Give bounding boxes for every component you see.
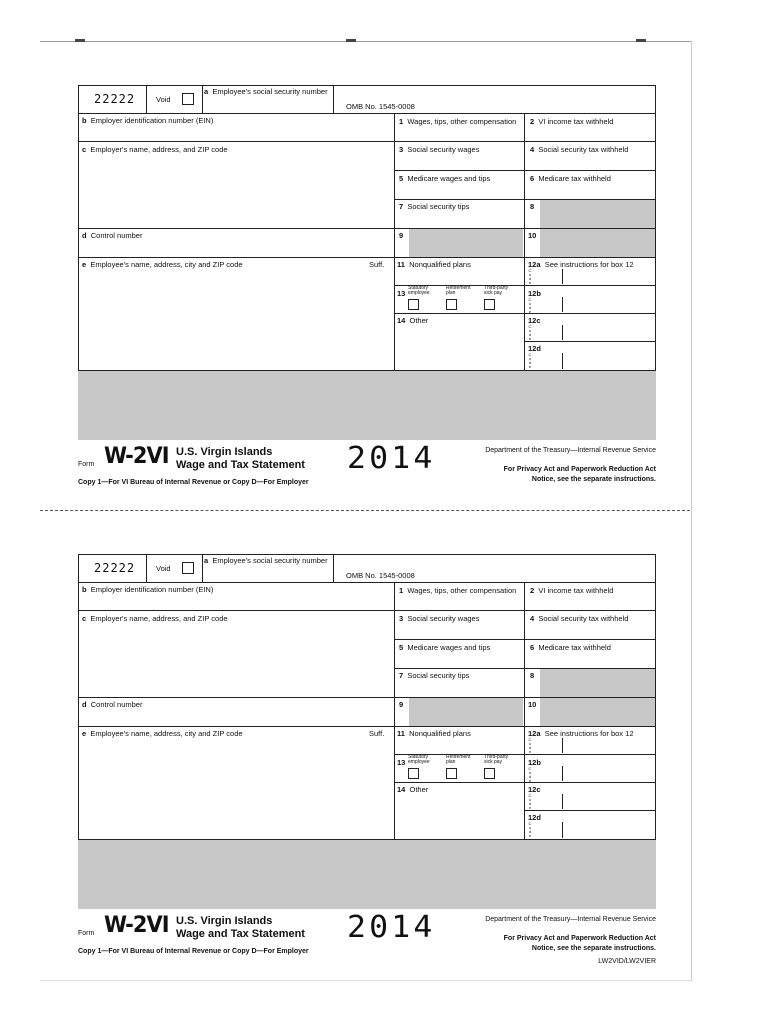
retirement-checkbox[interactable] [446, 299, 457, 310]
box-3-number: 3 [399, 145, 404, 154]
box-12a-field[interactable] [536, 269, 654, 284]
form-line [394, 170, 656, 171]
code-letters: C o d e [528, 324, 532, 341]
void-label: Void [156, 564, 171, 573]
box-8-shade [540, 669, 655, 697]
form-name: W-2VI [104, 913, 169, 938]
code-letters: C o d e [528, 297, 532, 314]
page-right-rule [691, 41, 692, 981]
box-5-number: 5 [399, 174, 404, 183]
box-10-shade [540, 698, 655, 726]
form-line [524, 810, 656, 811]
box-2-label [530, 586, 613, 595]
code-letters: C o d e [528, 821, 532, 838]
box-12d-number: 12d [528, 344, 541, 353]
ss-tax-field[interactable] [526, 155, 654, 169]
box-12d-field[interactable] [536, 822, 654, 838]
box-c-label [82, 145, 228, 154]
box-e-text: Employee's name, address, city and ZIP code [90, 729, 243, 738]
box-12a-label [528, 729, 634, 738]
box-9-shade [409, 229, 523, 257]
registration-mark [636, 39, 646, 42]
box-a-text: Employee's social security number [212, 87, 328, 96]
box-e-letter: e [82, 729, 87, 738]
box-2-text: VI income tax withheld [538, 117, 614, 126]
box-c-letter: c [82, 614, 87, 623]
box-14-label [397, 316, 428, 325]
copy-designation: Copy 1—For VI Bureau of Internal Revenue or Copy D—For Employer [78, 479, 309, 486]
registration-mark [75, 39, 85, 42]
box-3-number: 3 [399, 614, 404, 623]
medicare-wages-field[interactable] [396, 184, 522, 198]
box-2-number: 2 [530, 117, 535, 126]
box-b-text: Employer identification number (EIN) [90, 585, 214, 594]
box-10-number: 10 [528, 231, 537, 240]
box-4-label [530, 145, 628, 154]
form-line [78, 726, 656, 727]
box-12a-number: 12a [528, 260, 541, 269]
form-title-line2: Wage and Tax Statement [176, 459, 305, 471]
page-bottom-rule [40, 980, 691, 981]
form-word: Form [78, 461, 95, 468]
box-9-shade [409, 698, 523, 726]
box-11-number: 11 [397, 260, 405, 269]
ssn-field[interactable] [204, 97, 332, 112]
form-line [78, 582, 656, 583]
form-line [78, 610, 394, 611]
box-e-text: Employee's name, address, city and ZIP code [90, 260, 243, 269]
form-line [394, 113, 395, 370]
box-12c-number: 12c [528, 316, 541, 325]
box-11-label [397, 729, 471, 738]
form-line [146, 85, 147, 113]
box-7-text: Social security tips [407, 202, 470, 211]
box-d-letter: d [82, 231, 87, 240]
medicare-wages-field[interactable] [396, 653, 522, 667]
privacy-line1: For Privacy Act and Paperwork Reduction Act [503, 466, 656, 473]
code-letters: C o d e [528, 737, 532, 754]
box-14-label [397, 785, 428, 794]
ss-tax-field[interactable] [526, 624, 654, 638]
ss-tips-field[interactable] [396, 212, 522, 227]
omb-number: OMB No. 1545-0008 [346, 571, 415, 580]
form-line [524, 313, 656, 314]
third-party-label: Third-party sick pay [484, 285, 509, 296]
page-top-rule [40, 41, 691, 42]
box-9-number: 9 [399, 700, 404, 709]
third-party-checkbox[interactable] [484, 299, 495, 310]
statutory-checkbox[interactable] [408, 768, 419, 779]
void-label: Void [156, 95, 171, 104]
nonqualified-field[interactable] [396, 270, 522, 284]
void-checkbox[interactable] [182, 562, 194, 574]
ss-tips-field[interactable] [396, 681, 522, 696]
box-2-number: 2 [530, 586, 535, 595]
box-4-text: Social security tax withheld [538, 145, 629, 154]
box-3-label [399, 614, 479, 623]
box-13-digits: 13 [397, 289, 406, 298]
tax-year: 2014 [347, 441, 436, 476]
box-3-text: Social security wages [407, 614, 480, 623]
wages-field[interactable] [396, 127, 522, 140]
box-12d-number: 12d [528, 813, 541, 822]
box-d-text: Control number [90, 231, 143, 240]
vi-tax-field[interactable] [526, 127, 654, 140]
code-letters: C o d e [528, 352, 532, 369]
box-e-letter: e [82, 260, 87, 269]
box-7-text: Social security tips [407, 671, 470, 680]
box-3-label [399, 145, 479, 154]
box-1-label [399, 117, 516, 126]
box-7-number: 7 [399, 671, 404, 680]
box-7-label [399, 671, 469, 680]
retirement-checkbox[interactable] [446, 768, 457, 779]
privacy-line2: Notice, see the separate instructions. [531, 945, 656, 952]
box-12c-number: 12c [528, 785, 541, 794]
box-11-text: Nonqualified plans [409, 729, 471, 738]
box-14-number: 14 [397, 785, 406, 794]
form-line [394, 639, 656, 640]
form-line [394, 582, 395, 839]
box-4-text: Social security tax withheld [538, 614, 629, 623]
w2vi-form-copy-2 [78, 554, 656, 964]
form-line [78, 257, 656, 258]
box-5-label [399, 643, 490, 652]
retirement-label: Retirement plan [446, 754, 471, 765]
box-10-label [528, 700, 536, 709]
box-12c-field[interactable] [536, 325, 654, 340]
privacy-line1: For Privacy Act and Paperwork Reduction Act [503, 935, 656, 942]
statutory-checkbox[interactable] [408, 299, 419, 310]
state-local-shade [78, 840, 656, 909]
box-1-number: 1 [399, 586, 404, 595]
form-line [202, 554, 203, 582]
form-title-line2: Wage and Tax Statement [176, 928, 305, 940]
ein-field[interactable] [80, 594, 392, 609]
form-line [78, 141, 394, 142]
box-c-letter: c [82, 145, 87, 154]
box-5-text: Medicare wages and tips [407, 643, 491, 652]
copy-designation: Copy 1—For VI Bureau of Internal Revenue or Copy D—For Employer [78, 948, 309, 955]
form-line [524, 341, 656, 342]
code-letters: C o d e [528, 268, 532, 285]
form-line [333, 85, 334, 113]
box-5-text: Medicare wages and tips [407, 174, 491, 183]
box-11-text: Nonqualified plans [409, 260, 471, 269]
box-4-number: 4 [530, 614, 535, 623]
form-line [524, 113, 525, 370]
nonqualified-field[interactable] [396, 739, 522, 753]
other-field[interactable] [396, 326, 522, 368]
box-c-label [82, 614, 228, 623]
suffix-label: Suff. [369, 729, 385, 738]
box-e-label [82, 729, 243, 738]
box-2-label [530, 117, 613, 126]
box-a-letter: a [204, 87, 209, 96]
form-border-top [78, 85, 656, 86]
box-3-text: Social security wages [407, 145, 480, 154]
form-word: Form [78, 930, 95, 937]
box-a-label [204, 556, 328, 565]
box-8-shade [540, 200, 655, 228]
box-11-label [397, 260, 471, 269]
perforation-line [40, 510, 690, 511]
form-title-line1: U.S. Virgin Islands [176, 446, 273, 458]
box-14-text: Other [409, 316, 429, 325]
state-local-shade [78, 371, 656, 440]
box-6-number: 6 [530, 643, 535, 652]
box-2-text: VI income tax withheld [538, 586, 614, 595]
retirement-label: Retirement plan [446, 285, 471, 296]
box-e-label [82, 260, 243, 269]
box-c-text: Employer's name, address, and ZIP code [90, 145, 228, 154]
box-14-text: Other [409, 785, 429, 794]
box-13-digits: 13 [397, 758, 406, 767]
box-b-text: Employer identification number (EIN) [90, 116, 214, 125]
third-party-label: Third-party sick pay [484, 754, 509, 765]
box-14-number: 14 [397, 316, 406, 325]
form-line [202, 85, 203, 113]
registration-mark [346, 39, 356, 42]
box-12a-text: See instructions for box 12 [544, 729, 634, 738]
form-border-top [78, 554, 656, 555]
box-10-shade [540, 229, 655, 257]
form-line [394, 782, 524, 783]
form-title-line1: U.S. Virgin Islands [176, 915, 273, 927]
employer-name-field[interactable] [80, 624, 392, 696]
box-b-letter: b [82, 116, 87, 125]
form-line [394, 141, 656, 142]
box-12b-field[interactable] [536, 297, 654, 312]
box-1-text: Wages, tips, other compensation [407, 117, 517, 126]
form-line [333, 554, 334, 582]
form-line [394, 313, 524, 314]
box-8-number: 8 [530, 202, 535, 211]
ss-wages-field[interactable] [396, 624, 522, 638]
control-number-field[interactable] [80, 710, 392, 725]
box-6-text: Medicare tax withheld [538, 174, 611, 183]
tax-year: 2014 [347, 910, 436, 945]
form-line [78, 113, 656, 114]
wages-field[interactable] [396, 596, 522, 609]
privacy-line2: Notice, see the separate instructions. [531, 476, 656, 483]
box-5-number: 5 [399, 643, 404, 652]
box-12a-number: 12a [528, 729, 541, 738]
suffix-label: Suff. [369, 260, 385, 269]
medicare-tax-field[interactable] [526, 653, 654, 667]
vi-tax-field[interactable] [526, 596, 654, 609]
box-5-label [399, 174, 490, 183]
box-1-number: 1 [399, 117, 404, 126]
control-code: 22222 [94, 561, 136, 575]
box-12b-number: 12b [528, 289, 541, 298]
form-name: W-2VI [104, 444, 169, 469]
department-text: Department of the Treasury—Internal Revenue Service [485, 916, 656, 923]
box-6-label [530, 643, 611, 652]
code-letters: C o d e [528, 766, 532, 783]
box-8-label [530, 671, 534, 680]
box-12a-text: See instructions for box 12 [544, 260, 634, 269]
catalog-code: LW2VID/LW2VIER [598, 958, 656, 965]
box-4-label [530, 614, 628, 623]
box-b-letter: b [82, 585, 87, 594]
control-code: 22222 [94, 92, 136, 106]
void-checkbox[interactable] [182, 93, 194, 105]
form-line [394, 610, 656, 611]
box-4-number: 4 [530, 145, 535, 154]
box-10-number: 10 [528, 700, 537, 709]
department-text: Department of the Treasury—Internal Revenue Service [485, 447, 656, 454]
box-d-label [82, 700, 142, 709]
statutory-label: Statutory employee [408, 754, 430, 765]
box-12d-field[interactable] [536, 353, 654, 369]
box-8-number: 8 [530, 671, 535, 680]
box-a-label [204, 87, 328, 96]
ein-field[interactable] [80, 125, 392, 140]
box-12b-field[interactable] [536, 766, 654, 781]
employee-name-field[interactable] [80, 271, 392, 369]
box-9-label [399, 231, 403, 240]
box-a-text: Employee's social security number [212, 556, 328, 565]
control-number-field[interactable] [80, 241, 392, 256]
box-11-number: 11 [397, 729, 405, 738]
box-b-label [82, 585, 213, 594]
form-line [146, 554, 147, 582]
code-letters: C o d e [528, 793, 532, 810]
ssn-field[interactable] [204, 566, 332, 581]
box-12a-field[interactable] [536, 738, 654, 753]
other-field[interactable] [396, 795, 522, 837]
box-b-label [82, 116, 213, 125]
ss-wages-field[interactable] [396, 155, 522, 169]
form-line [524, 582, 525, 839]
box-1-text: Wages, tips, other compensation [407, 586, 517, 595]
employer-name-field[interactable] [80, 155, 392, 227]
box-9-label [399, 700, 403, 709]
box-12c-field[interactable] [536, 794, 654, 809]
box-d-letter: d [82, 700, 87, 709]
w2vi-form-copy-1 [78, 85, 656, 495]
box-10-label [528, 231, 536, 240]
box-7-label [399, 202, 469, 211]
employee-name-field[interactable] [80, 740, 392, 838]
box-1-label [399, 586, 516, 595]
form-line [524, 782, 656, 783]
box-13-number [397, 289, 405, 298]
box-c-text: Employer's name, address, and ZIP code [90, 614, 228, 623]
box-d-text: Control number [90, 700, 143, 709]
box-13-number [397, 758, 405, 767]
box-12a-label [528, 260, 634, 269]
omb-number: OMB No. 1545-0008 [346, 102, 415, 111]
box-a-letter: a [204, 556, 209, 565]
box-9-number: 9 [399, 231, 404, 240]
third-party-checkbox[interactable] [484, 768, 495, 779]
box-12b-number: 12b [528, 758, 541, 767]
box-8-label [530, 202, 534, 211]
box-d-label [82, 231, 142, 240]
box-6-number: 6 [530, 174, 535, 183]
box-7-number: 7 [399, 202, 404, 211]
box-6-label [530, 174, 611, 183]
statutory-label: Statutory employee [408, 285, 430, 296]
medicare-tax-field[interactable] [526, 184, 654, 198]
box-6-text: Medicare tax withheld [538, 643, 611, 652]
